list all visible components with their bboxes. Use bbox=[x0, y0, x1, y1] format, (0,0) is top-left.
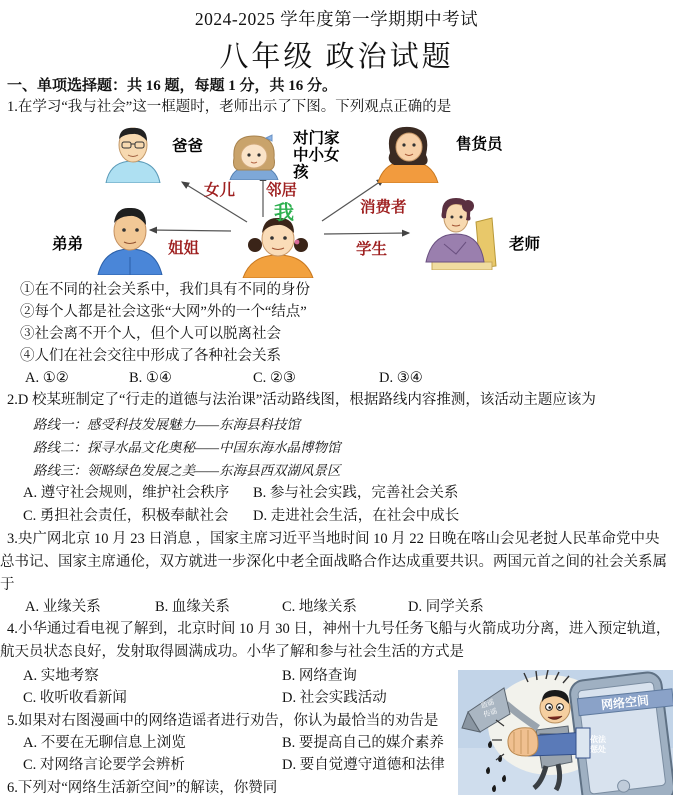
q5-option-b[interactable]: B. 要提高自己的媒介素养 bbox=[282, 735, 444, 751]
saleswoman-label: 售货员 bbox=[456, 136, 503, 153]
q2-stem: 2.D 校某班制定了“行走的道德与法治课”活动路线图，根据路线内容推测，该活动主题应该为 bbox=[7, 392, 596, 408]
exam-title-line1: 2024-2025 学年度第一学期期中考试 bbox=[194, 9, 479, 29]
q2-route-1: 路线一：感受科技发展魅力——东海县科技馆 bbox=[33, 417, 301, 432]
brother-portrait bbox=[90, 205, 170, 280]
q1-statement-1: ①在不同的社会关系中，我们具有不同的身份 bbox=[20, 282, 310, 298]
q4-stem-line1: 4.小华通过看电视了解到，北京时间 10 月 30 日，神州十九号任务飞船与火箭成功分离，进入预定轨道， bbox=[7, 621, 671, 637]
q2-option-d[interactable]: D. 走进社会生活，在社会中成长 bbox=[253, 508, 460, 524]
q2-option-b[interactable]: B. 参与社会实践，完善社会关系 bbox=[253, 485, 459, 501]
teacher-label: 老师 bbox=[509, 236, 541, 253]
q5-stem: 5.如果对右图漫画中的网络造谣者进行劝告，你认为最恰当的劝告是 bbox=[7, 713, 439, 729]
q1-option-b[interactable]: B. ①④ bbox=[129, 370, 172, 386]
q4-option-a[interactable]: A. 实地考察 bbox=[23, 668, 99, 684]
relation-student: 学生 bbox=[356, 241, 388, 258]
q6-stem: 6.下列对“网络生活新空间”的解读，你赞同 bbox=[7, 780, 278, 795]
q1-statement-2: ②每个人都是社会这张“大网”外的一个“结点” bbox=[20, 304, 307, 320]
dad-portrait bbox=[100, 125, 166, 188]
relation-daughter: 女儿 bbox=[204, 182, 236, 199]
q2-option-a[interactable]: A. 遵守社会规则，维护社会秩序 bbox=[23, 485, 230, 501]
q1-option-c[interactable]: C. ②③ bbox=[253, 370, 296, 386]
relation-consumer: 消费者 bbox=[360, 199, 407, 216]
me-portrait bbox=[233, 215, 323, 283]
q3-option-d[interactable]: D. 同学关系 bbox=[408, 599, 484, 615]
exam-title-line2: 八年级 政治试题 bbox=[219, 41, 454, 73]
megaphone-text-2: 传谣 bbox=[482, 708, 499, 720]
q4-stem-line2: 航天员状态良好，发射取得圆满成功。小华了解和参与社会生活的方式是 bbox=[0, 644, 464, 660]
q3-stem-line3: 于 bbox=[0, 577, 15, 593]
q1-relationship-diagram bbox=[0, 120, 673, 278]
q5-option-d[interactable]: D. 要自觉遵守道德和法律 bbox=[282, 757, 445, 773]
q3-option-b[interactable]: B. 血缘关系 bbox=[155, 599, 230, 615]
q2-route-3: 路线三：领略绿色发展之美——东海县西双湖风景区 bbox=[33, 463, 341, 478]
neighbor-girl-label: 对门家 中小女 孩 bbox=[293, 130, 340, 181]
section-heading: 一、单项选择题：共 16 题，每题 1 分，共 16 分。 bbox=[7, 78, 338, 94]
dad-label: 爸爸 bbox=[172, 138, 204, 155]
q1-option-a[interactable]: A. ①② bbox=[25, 370, 69, 386]
teacher-portrait bbox=[414, 196, 506, 275]
saleswoman-portrait bbox=[368, 123, 448, 188]
q4-option-b[interactable]: B. 网络查询 bbox=[282, 668, 357, 684]
q3-option-c[interactable]: C. 地缘关系 bbox=[282, 599, 357, 615]
brother-label: 弟弟 bbox=[52, 236, 84, 253]
q3-option-a[interactable]: A. 业缘关系 bbox=[25, 599, 101, 615]
q4-option-d[interactable]: D. 社会实践活动 bbox=[282, 690, 387, 706]
relation-neighbor: 邻居 bbox=[266, 182, 298, 199]
sleeve-text-1: 依法 bbox=[590, 735, 606, 744]
q5-cartoon bbox=[458, 670, 673, 795]
megaphone-text-1: 造谣 bbox=[479, 699, 496, 711]
cartoon-banner-text: 网络空间 bbox=[600, 693, 650, 713]
q4-option-c[interactable]: C. 收听收看新闻 bbox=[23, 690, 127, 706]
q5-option-c[interactable]: C. 对网络言论要学会辨析 bbox=[23, 757, 185, 773]
relation-sister: 姐姐 bbox=[168, 240, 200, 257]
q2-route-2: 路线二：探寻水晶文化奥秘——中国东海水晶博物馆 bbox=[33, 440, 341, 455]
cartoon-illustration bbox=[458, 670, 673, 795]
me-label: 我 bbox=[274, 202, 294, 224]
q2-option-c[interactable]: C. 勇担社会责任，积极奉献社会 bbox=[23, 508, 229, 524]
q1-statement-3: ③社会离不开个人，但个人可以脱离社会 bbox=[20, 326, 281, 342]
q1-statement-4: ④人们在社会交往中形成了各种社会关系 bbox=[20, 348, 281, 364]
q5-option-a[interactable]: A. 不要在无聊信息上浏览 bbox=[23, 735, 186, 751]
q1-stem: 1.在学习“我与社会”这一框题时，老师出示了下图。下列观点正确的是 bbox=[7, 99, 452, 115]
q1-option-d[interactable]: D. ③④ bbox=[379, 370, 423, 386]
q3-stem-line2: 总书记、国家主席通伦，双方就进一步深化中老全面战略合作达成重要共识。两国元首之间的社会关系属 bbox=[0, 554, 667, 570]
sleeve-text-2: 惩处 bbox=[590, 745, 606, 754]
q3-stem-line1: 3.央广网北京 10 月 23 日消息 ，国家主席习近平当地时间 10 月 22 日晚在喀山会见老挝人民革命党中央 bbox=[7, 531, 660, 547]
